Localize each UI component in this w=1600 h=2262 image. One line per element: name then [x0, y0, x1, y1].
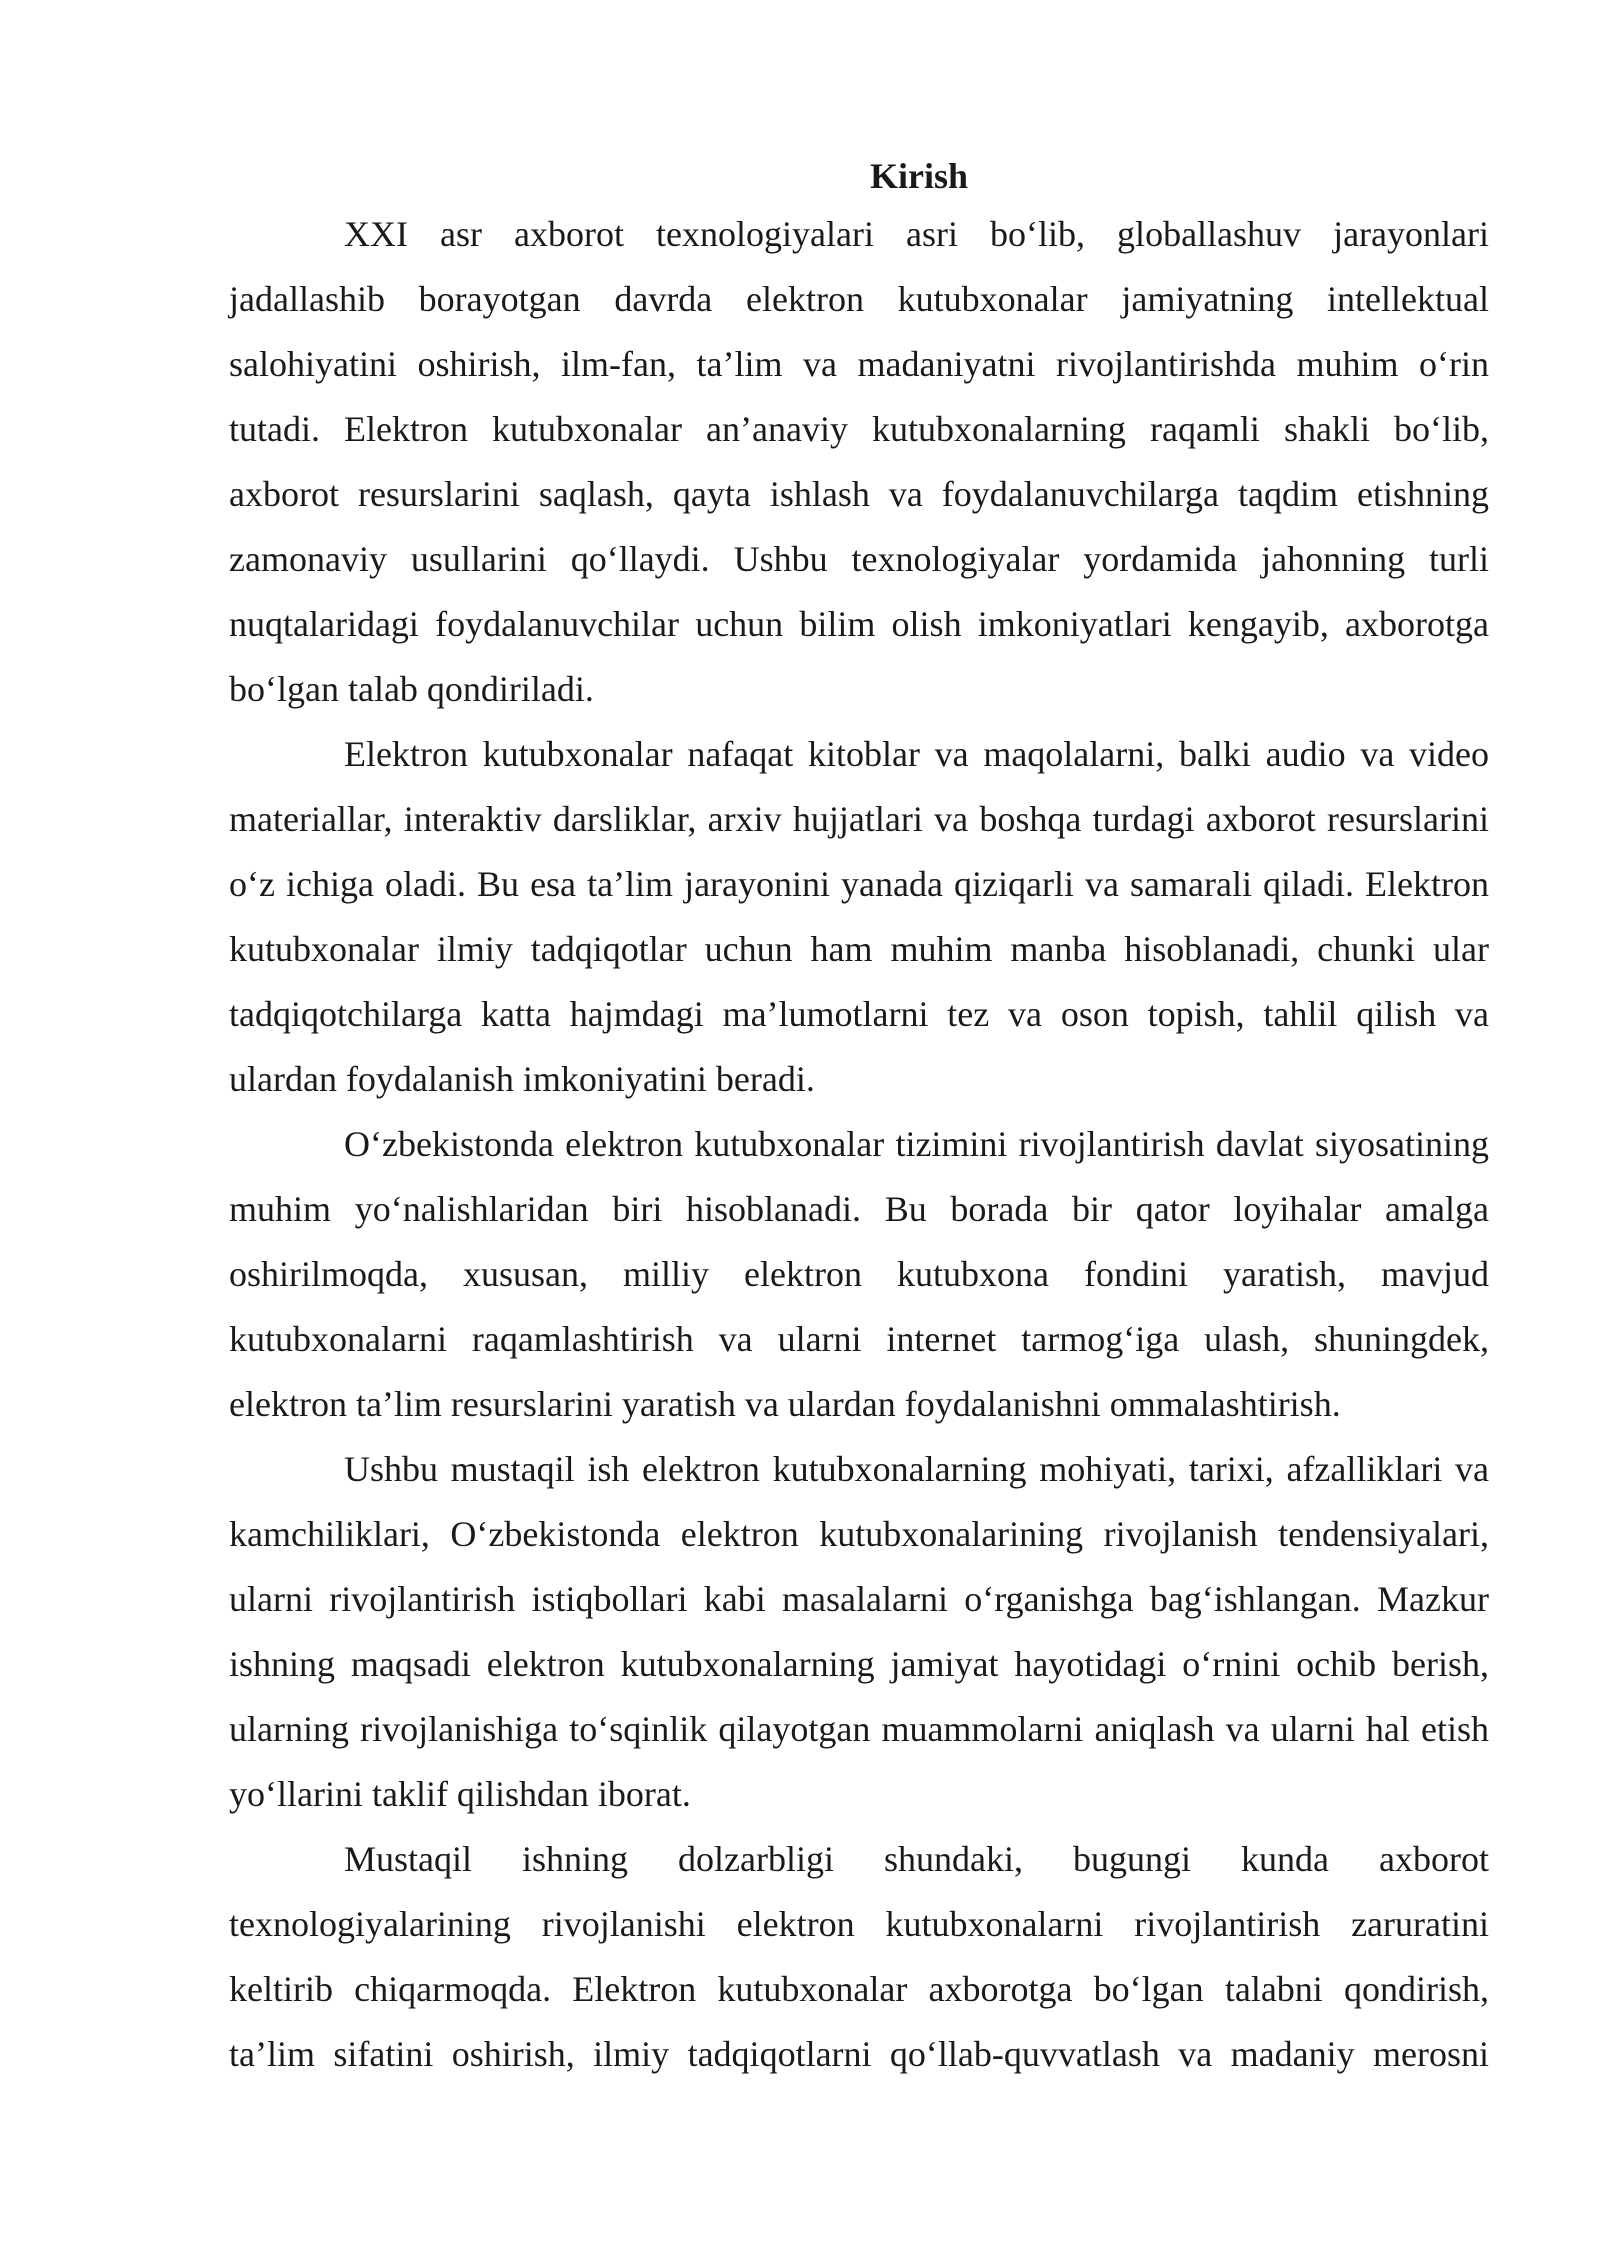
- page-title: Kirish: [869, 156, 968, 196]
- paragraph-uzbekistan: O‘zbekistonda elektron kutubxonalar tizimini rivojlantirish davlat siyosatining muhim yo‘nalishlaridan biri hisoblanadi. Bu borada bir qator loyihalar amalga oshirilmoqda, xususan, milliy elektron kutubxona fondini yaratish, mavjud kutubxonalarni raqamlashtirish va ularni internet tarmog‘iga ulash, shuningdek, elektron ta’lim resurslarini yaratish va ulardan foydalanishni ommalashtirish.: [229, 1124, 1489, 1424]
- paragraph-relevance: Mustaqil ishning dolzarbligi shundaki, bugungi kunda axborot texnologiyalarining rivojlanishi elektron kutubxonalarni rivojlantirish zaruratini keltirib chiqarmoqda. Elektron kutubxonalar axborotga bo‘lgan talabni qondirish, ta’lim sifatini oshirish, ilmiy tadqiqotlarni qo‘llab-quvvatlash va madaniy merosni: [229, 1839, 1489, 2074]
- paragraph-resources: Elektron kutubxonalar nafaqat kitoblar va maqolalarni, balki audio va video materiallar, interaktiv darsliklar, arxiv hujjatlari va boshqa turdagi axborot resurslarini o‘z ichiga oladi. Bu esa ta’lim jarayonini yanada qiziqarli va samarali qiladi. Elektron kutubxonalar ilmiy tadqiqotlar uchun ham muhim manba hisoblanadi, chunki ular tadqiqotchilarga katta hajmdagi ma’lumotlarni tez va oson topish, tahlil qilish va ulardan foydalanish imkoniyatini beradi.: [229, 734, 1489, 1099]
- document-body: [229, 150, 1489, 2087]
- paragraph-purpose: Ushbu mustaqil ish elektron kutubxonalarning mohiyati, tarixi, afzalliklari va kamchiliklari, O‘zbekistonda elektron kutubxonalarining rivojlanish tendensiyalari, ularni rivojlantirish istiqbollari kabi masalalarni o‘rganishga bag‘ishlangan. Mazkur ishning maqsadi elektron kutubxonalarning jamiyat hayotidagi o‘rnini ochib berish, ularning rivojlanishiga to‘sqinlik qilayotgan muammolarni aniqlash va ularni hal etish yo‘llarini taklif qilishdan iborat.: [229, 1449, 1489, 1814]
- paragraph-intro: XXI asr axborot texnologiyalari asri bo‘lib, globallashuv jarayonlari jadallashib borayotgan davrda elektron kutubxonalar jamiyatning intellektual salohiyatini oshirish, ilm-fan, ta’lim va madaniyatni rivojlantirishda muhim o‘rin tutadi. Elektron kutubxonalar an’anaviy kutubxonalarning raqamli shakli bo‘lib, axborot resurslarini saqlash, qayta ishlash va foydalanuvchilarga taqdim etishning zamonaviy usullarini qo‘llaydi. Ushbu texnologiyalar yordamida jahonning turli nuqtalaridagi foydalanuvchilar uchun bilim olish imkoniyatlari kengayib, axborotga bo‘lgan talab qondiriladi.: [229, 214, 1489, 709]
